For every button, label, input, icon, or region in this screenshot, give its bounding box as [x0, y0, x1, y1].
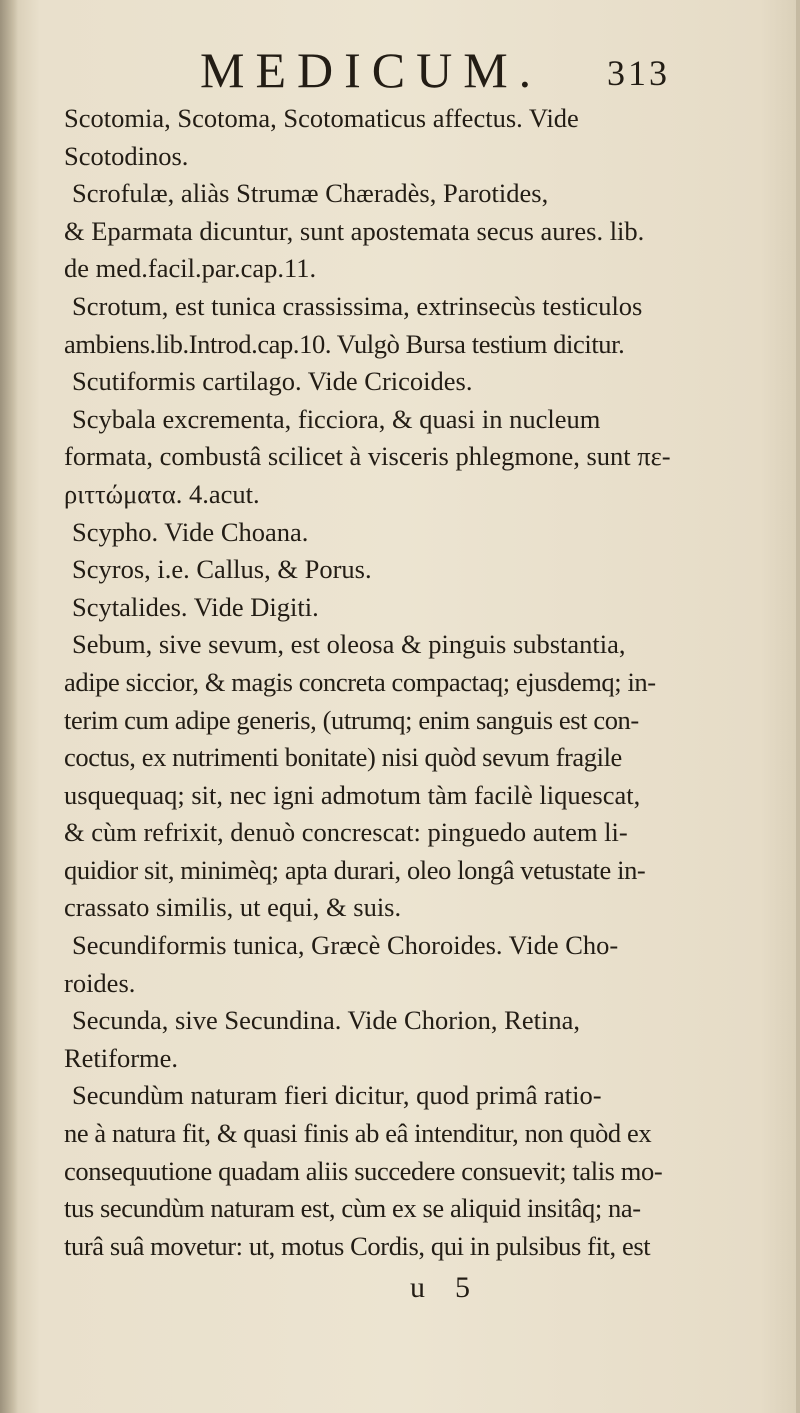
text-line: & cùm refrixit, denuò concrescat: pinguedo autem li- [64, 817, 628, 848]
signature-number: 5 [455, 1271, 470, 1304]
text-line: roides. [64, 967, 136, 998]
text-line: turâ suâ movetur: ut, motus Cordis, qui in pulsibus fit, est [64, 1230, 651, 1261]
text-line: coctus, ex nutrimenti bonitate) nisi quòd sevum fragile [64, 742, 622, 773]
text-line: terim cum adipe generis, (utrumq; enim sanguis est con- [64, 704, 639, 735]
text-line: & Eparmata dicuntur, sunt apostemata secus aures. lib. [64, 215, 645, 246]
text-line: Secunda, sive Secundina. Vide Chorion, Retina, [72, 1005, 580, 1036]
text-line: ne à natura fit, & quasi finis ab eâ intenditur, non quòd ex [64, 1118, 652, 1149]
text-line: Scrotum, est tunica crassissima, extrinsecùs testiculos [72, 290, 643, 321]
body-text [64, 100, 764, 1265]
binding-gutter [0, 0, 18, 1413]
text-line: Scytalides. Vide Digiti. [72, 591, 319, 622]
text-line: consequutione quadam aliis succedere consuevit; talis mo- [64, 1155, 663, 1186]
text-line: Scrofulæ, aliàs Strumæ Chæradès, Parotides, [72, 178, 549, 209]
page-header [0, 40, 800, 100]
text-line: Scotomia, Scotoma, Scotomaticus affectus. Vide [64, 103, 579, 133]
page-edge [796, 0, 800, 1413]
text-line: tus secundùm naturam est, cùm ex se aliquid insitâq; na- [64, 1193, 641, 1224]
text-line: Secundùm naturam fieri dicitur, quod primâ ratio- [72, 1080, 602, 1111]
page-number: 313 [607, 53, 670, 93]
text-line: Secundiformis tunica, Græcè Choroides. Vide Cho- [72, 930, 619, 961]
text-line: ριττώματα. 4.acut. [64, 478, 260, 509]
text-line: Sebum, sive sevum, est oleosa & pinguis substantia, [72, 629, 626, 660]
text-line: adipe siccior, & magis concreta compactaq; ejusdemq; in- [64, 666, 656, 697]
text-line: de med.facil.par.cap.11. [64, 253, 317, 284]
text-line: Scybala excrementa, ficciora, & quasi in nucleum [72, 403, 601, 434]
text-line: usquequaq; sit, nec igni admotum tàm facilè liquescat, [64, 779, 641, 810]
text-line: quidior sit, minimèq; apta durari, oleo longâ vetustate in- [64, 854, 646, 885]
running-head: MEDICUM. [200, 42, 543, 98]
text-line: Retiforme. [64, 1042, 179, 1073]
signature-mark [0, 1268, 800, 1308]
text-line: Scotodinos. [64, 140, 189, 171]
text-line: Scutiformis cartilago. Vide Cricoides. [72, 366, 473, 397]
text-line: Scyros, i.e. Callus, & Porus. [72, 554, 372, 585]
text-line: Scypho. Vide Choana. [72, 516, 309, 547]
text-line: formata, combustâ scilicet à visceris phlegmone, sunt πε- [64, 441, 671, 472]
text-line: ambiens.lib.Introd.cap.10. Vulgò Bursa testium dicitur. [64, 328, 625, 359]
signature-letter: u [410, 1271, 425, 1304]
text-line: crassato similis, ut equi, & suis. [64, 892, 402, 923]
